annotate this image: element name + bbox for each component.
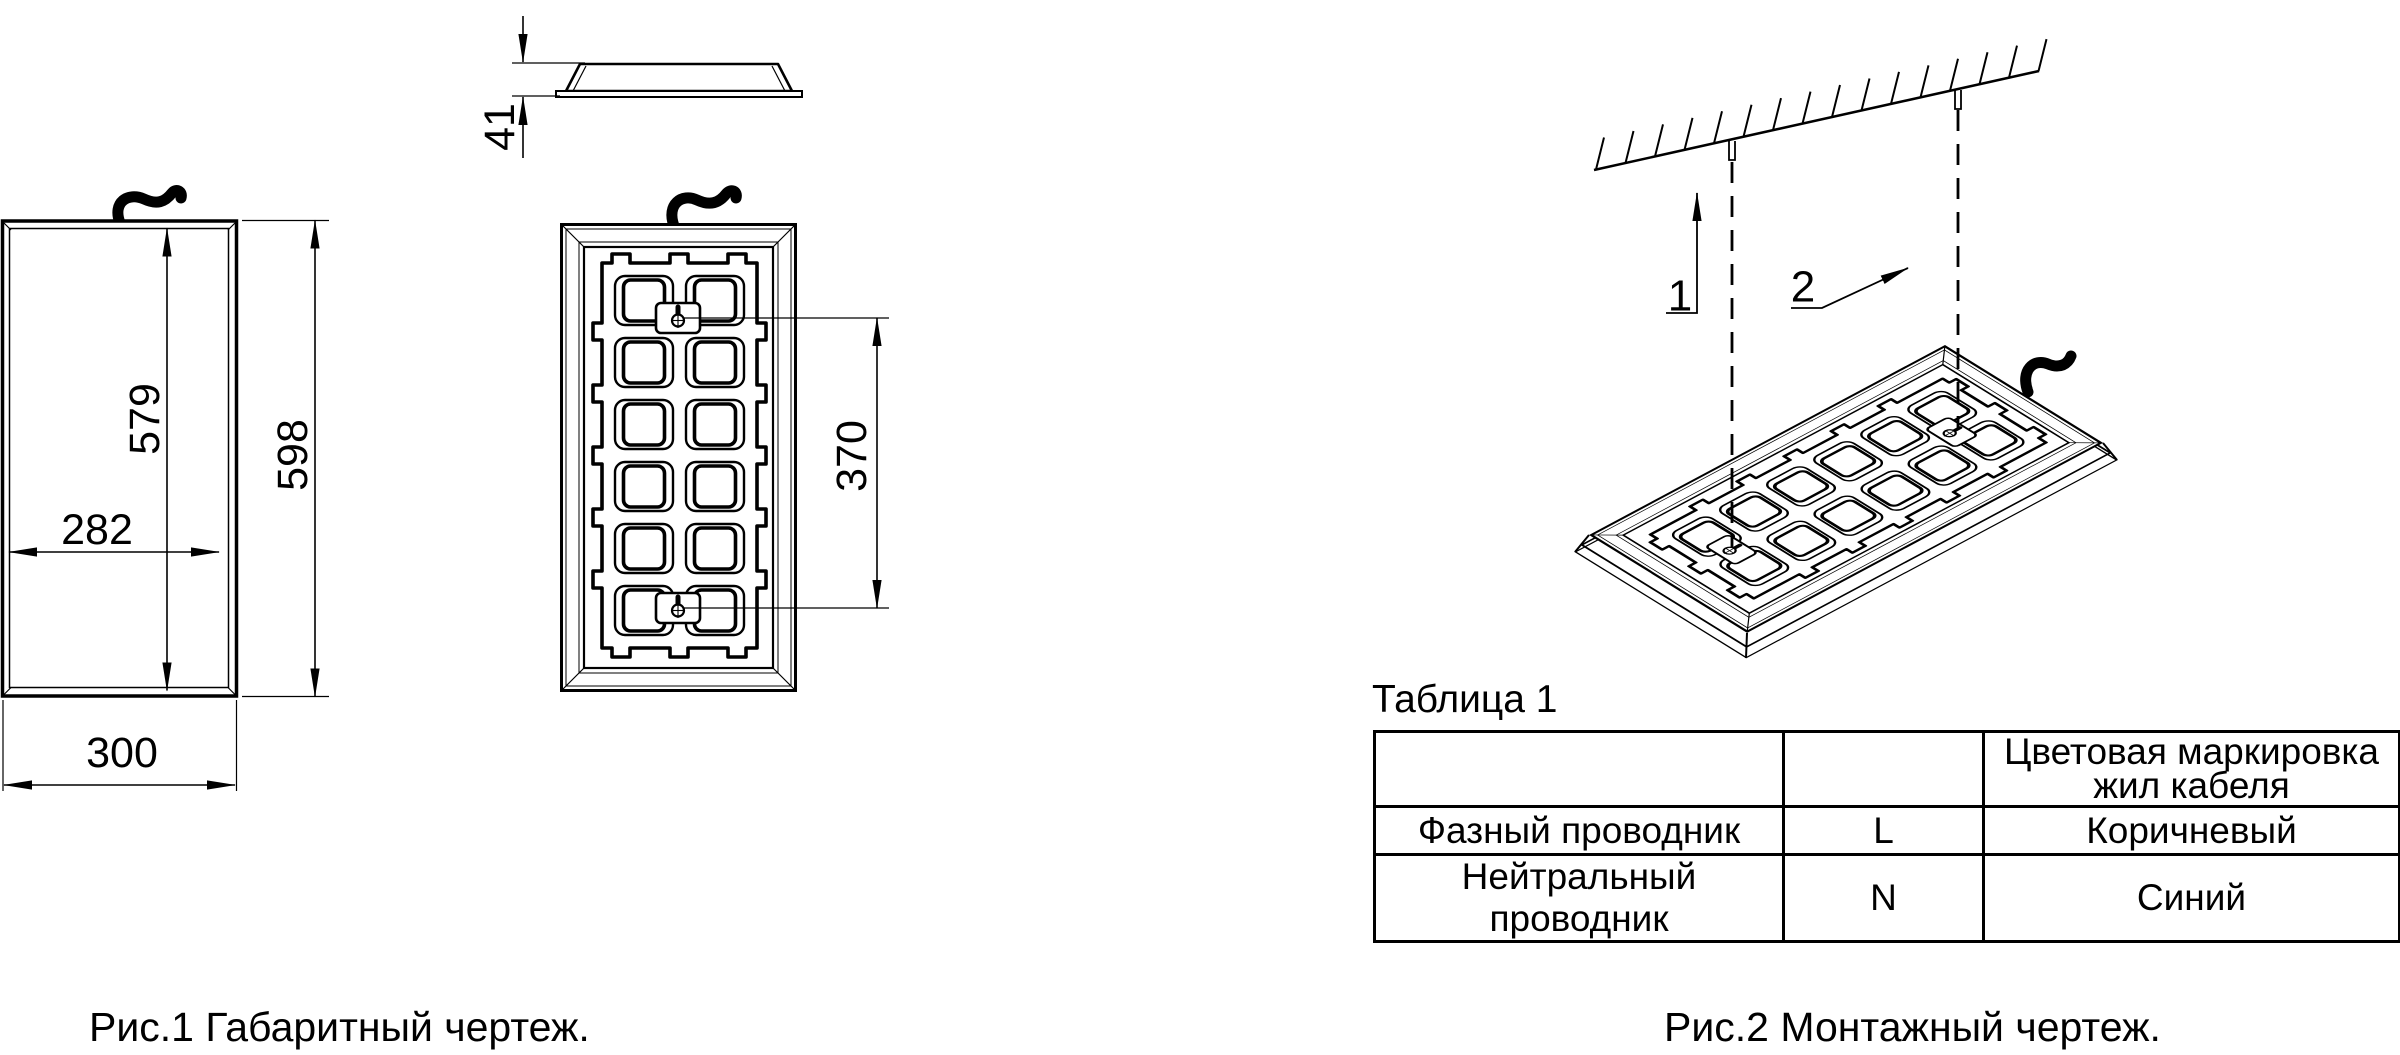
header-color-line1: Цветовая маркировка: [2003, 731, 2380, 772]
profile-view: [556, 64, 802, 97]
figure2-mounting-drawing: [1575, 39, 2117, 658]
table-row: [1375, 807, 2400, 855]
ceiling-line: [1594, 71, 2039, 170]
dimension-outer-width: [3, 700, 237, 791]
ceiling: [1594, 39, 2047, 170]
dim-300-text: 300: [86, 729, 158, 777]
back-view: [562, 191, 796, 691]
header-conductor-cell: [1375, 732, 1784, 807]
power-cable-iso: [2026, 356, 2071, 392]
dimension-outer-height: [242, 221, 329, 697]
figure1-caption: Рис.1 Габаритный чертеж.: [89, 1004, 590, 1050]
header-color-cell: [1984, 732, 2400, 807]
conductor-name: Фазный проводник: [1375, 807, 1784, 855]
isometric-luminaire: [1575, 346, 2117, 658]
ceiling-hatching: [1596, 39, 2047, 169]
conductor-mark: N: [1784, 855, 1984, 942]
front-view: [3, 191, 237, 696]
suspension-hook-1: [1729, 140, 1735, 160]
table-header-row: [1375, 732, 2400, 807]
dim-579-text: 579: [121, 383, 169, 455]
callout-1: [1666, 193, 1697, 321]
figure2-caption: Рис.2 Монтажный чертеж.: [1664, 1004, 2161, 1050]
wire-marking-table: [1373, 730, 2400, 943]
power-cable-back: [672, 191, 736, 226]
profile-flange: [556, 91, 802, 97]
conductor-color: Коричневый: [1984, 807, 2400, 855]
dim-282-text: 282: [61, 506, 133, 554]
profile-body: [566, 64, 792, 91]
table-title: Таблица 1: [1372, 678, 1558, 721]
dim-41-text: 41: [476, 103, 524, 151]
table-row: [1375, 855, 2400, 942]
conductor-name: Нейтральный проводник: [1375, 855, 1784, 942]
power-cable-front: [118, 191, 181, 223]
callout-1-text: 1: [1667, 271, 1693, 321]
figure1-dimensional-drawing: [3, 16, 890, 791]
dim-370-text: 370: [828, 420, 876, 492]
callout-2-text: 2: [1790, 262, 1816, 312]
conductor-mark: L: [1784, 807, 1984, 855]
conductor-color: Синий: [1984, 855, 2400, 942]
callout-2: [1791, 263, 1908, 312]
dim-598-text: 598: [269, 419, 317, 491]
header-mark-cell: [1784, 732, 1984, 807]
header-color-line2: жил кабеля: [2093, 765, 2290, 806]
suspension-hook-2: [1955, 89, 1961, 109]
front-outer-frame: [3, 221, 237, 696]
back-panel: [562, 225, 796, 691]
